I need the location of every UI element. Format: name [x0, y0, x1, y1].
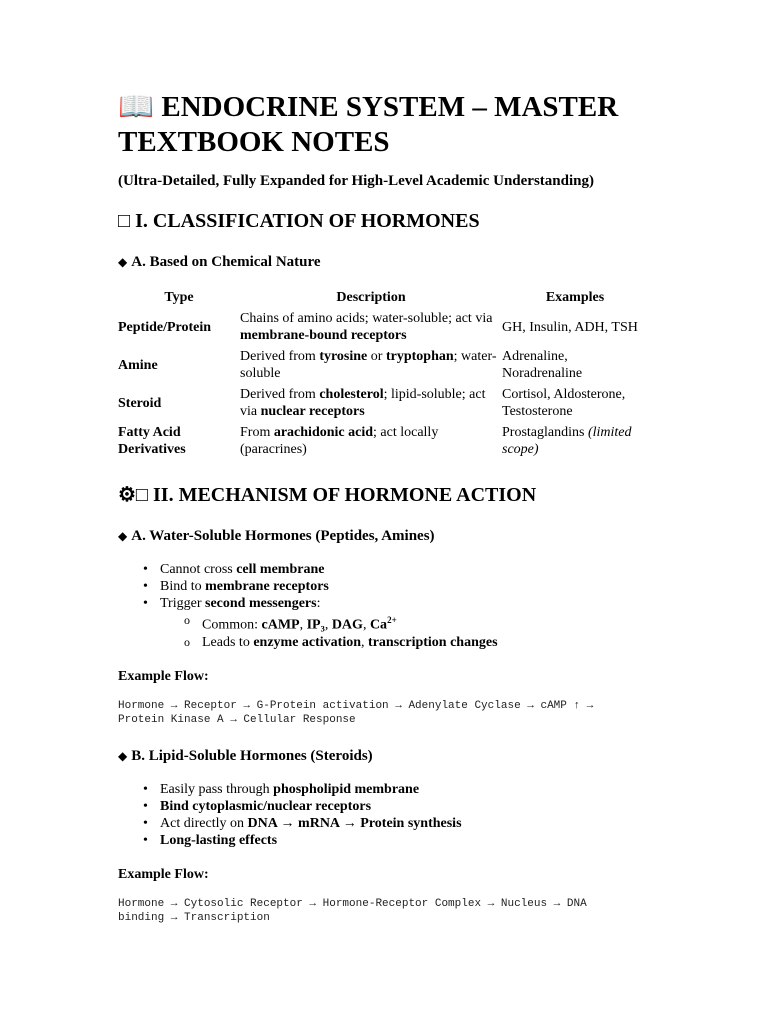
gear-icon: ⚙□ [118, 484, 149, 506]
list-item: o Common: cAMP, IP₃, DAG, $Ca^{2+}$ [118, 612, 678, 634]
cell-description: Derived from cholesterol; lipid-soluble; act via nuclear receptors [240, 387, 486, 419]
subheading-chemical-nature: ◆ A. Based on Chemical Nature [118, 254, 321, 270]
example-flow-code: Hormone → Cytosolic Receptor → Hormone-Receptor Complex → Nucleus → DNA binding → Transcription [118, 897, 587, 924]
list-item: • Long-lasting effects [118, 832, 678, 849]
list-item: • Act directly on DNA → mRNA → Protein synthesis [118, 815, 678, 832]
table-row [118, 423, 648, 461]
cell-description: Chains of amino acids; water-soluble; act via membrane-bound receptors [240, 311, 493, 343]
document-subtitle: (Ultra-Detailed, Fully Expanded for High-Level Academic Understanding) [118, 173, 594, 189]
cell-description: Derived from tyrosine or tryptophan; water-soluble [240, 349, 497, 381]
diamond-bullet-icon: ◆ [118, 255, 128, 269]
diamond-bullet-icon: ◆ [118, 529, 128, 543]
cell-description: From arachidonic acid; act locally (paracrines) [240, 425, 439, 457]
cell-type: Amine [118, 357, 158, 373]
diamond-bullet-icon: ◆ [118, 748, 128, 763]
cell-examples: Cortisol, Aldosterone, Testosterone [502, 387, 626, 419]
document-page [118, 90, 678, 925]
subheading-water-soluble: ◆ A. Water-Soluble Hormones (Peptides, Amines) [118, 528, 435, 544]
list-item: • Cannot cross cell membrane [118, 561, 678, 578]
section-heading-mechanism: ⚙□ II. MECHANISM OF HORMONE ACTION [118, 484, 537, 506]
second-messenger-sublist [118, 612, 678, 651]
cell-examples: Prostaglandins (limited scope) [502, 425, 632, 457]
cell-type: Steroid [118, 395, 162, 411]
column-header-type: Type [164, 290, 194, 305]
cell-examples: Adrenaline, Noradrenaline [502, 349, 583, 381]
table-row [118, 347, 648, 385]
list-item: • Trigger second messengers: [118, 595, 678, 612]
water-soluble-list [118, 561, 678, 612]
document-title [118, 90, 678, 160]
example-flow-code: Hormone → Receptor → G-Protein activation → Adenylate Cyclase → cAMP ↑ → Protein Kinase A → Cellular Response [118, 699, 594, 726]
cell-examples: GH, Insulin, ADH, TSH [502, 319, 638, 335]
table-row [118, 309, 648, 347]
lipid-soluble-list [118, 781, 678, 849]
list-item: • Bind to membrane receptors [118, 578, 678, 595]
column-header-description: Description [336, 290, 406, 305]
section-heading-classification: □ I. CLASSIFICATION OF HORMONES [118, 210, 480, 232]
table-header-row [118, 289, 648, 309]
placeholder-glyph-icon: □ [118, 210, 131, 232]
cell-type: Peptide/Protein [118, 319, 212, 335]
title-line-1: ENDOCRINE SYSTEM – MASTER [161, 91, 619, 123]
table-row [118, 385, 648, 423]
cell-type: Fatty Acid Derivatives [118, 425, 186, 457]
example-flow-label: Example Flow: [118, 668, 209, 684]
column-header-examples: Examples [545, 290, 605, 305]
list-item: o Leads to enzyme activation, transcription changes [118, 634, 678, 651]
title-line-2: TEXTBOOK NOTES [118, 126, 390, 158]
hormone-classification-table [118, 289, 648, 461]
list-item: • Easily pass through phospholipid membrane [118, 781, 678, 798]
list-item: • Bind cytoplasmic/nuclear receptors [118, 798, 678, 815]
open-book-icon: 📖 [118, 91, 155, 123]
subheading-lipid-soluble: ◆ B. Lipid-Soluble Hormones (Steroids) [118, 747, 373, 764]
example-flow-label: Example Flow: [118, 866, 209, 882]
